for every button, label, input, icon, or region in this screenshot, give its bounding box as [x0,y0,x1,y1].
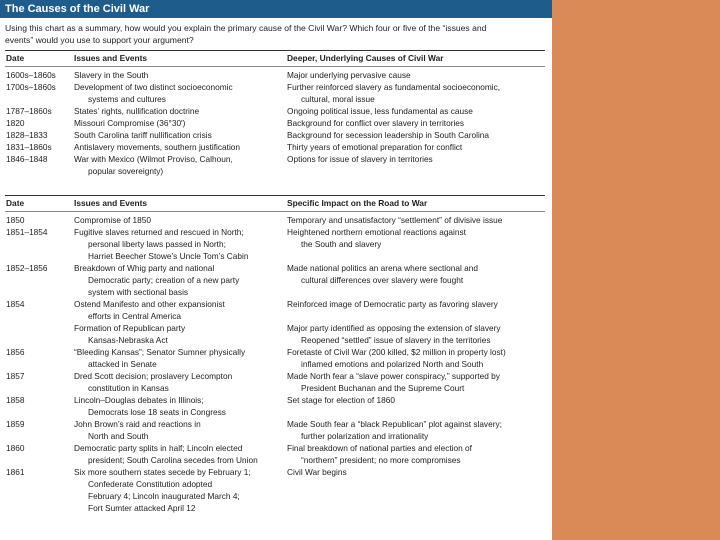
table-cell-issue [74,262,286,298]
cell-line: “northern” president; no more compromises [301,455,461,465]
table-cell-issue [74,394,286,418]
cell-line: 1600s–1860s [6,70,56,80]
table-cell-cause [287,298,549,310]
cell-line: Fort Sumter attacked April 12 [88,503,196,513]
table-cell-issue [74,298,286,322]
cell-line: systems and cultures [88,94,166,104]
table-cell-cause [287,153,549,165]
table-cell-cause [287,226,549,250]
cell-line: president; South Carolina secedes from Union [88,455,258,465]
cell-line: “Bleeding Kansas”; Senator Sumner physically [74,347,246,357]
intro-line: events” would you use to support your argument? [5,35,194,45]
table-cell-cause [287,442,549,466]
column-header: Issues and Events [74,198,148,208]
cell-line: constitution in Kansas [88,383,169,393]
table-cell-issue [74,141,286,153]
table-cell-cause [287,214,549,226]
cell-line: North and South [88,431,149,441]
table-cell-date [6,81,68,93]
intro-question [5,22,545,46]
column-header: Issues and Events [74,53,148,63]
cell-line: Set stage for election of 1860 [287,395,395,405]
table-cell-date [6,117,68,129]
cell-line: Reinforced image of Democratic party as favoring slavery [287,299,498,309]
cell-line: Final breakdown of national parties and election of [287,443,472,453]
cell-line: Formation of Republican party [74,323,186,333]
table-cell-date [6,346,68,358]
intro-line: Using this chart as a summary, how would you explain the primary cause of the Civil War? Which four or five of the “issues and [5,23,487,33]
table-cell-issue [74,226,286,262]
cell-line: Slavery in the South [74,70,149,80]
table-cell-cause [287,105,549,117]
cell-line: popular sovereignty) [88,166,164,176]
column-header: Deeper, Underlying Causes of Civil War [287,53,444,63]
table-cell-issue [74,105,286,117]
table-cell-cause [287,69,549,81]
table-cell-cause [287,141,549,153]
table-cell-issue [74,346,286,370]
table-cell-issue [74,442,286,466]
cell-line: Thirty years of emotional preparation for conflict [287,142,463,152]
cell-line: Dred Scott decision; proslavery Lecompton [74,371,233,381]
table-cell-date [6,214,68,226]
cell-line: Further reinforced slavery as fundamental socioeconomic, [287,82,501,92]
table-cell-cause [287,81,549,105]
table-cell-cause [287,418,549,442]
table-cell-issue [74,117,286,129]
cell-line: cultural, moral issue [301,94,375,104]
cell-line: Background for conflict over slavery in territories [287,118,465,128]
cell-line: personal liberty laws passed in North; [88,239,226,249]
table-cell-date [6,394,68,406]
cell-line: attacked in Senate [88,359,157,369]
table-cell-date [6,129,68,141]
table-cell-date [6,298,68,310]
table-cell-issue [74,418,286,442]
cell-line: February 4; Lincoln inaugurated March 4; [88,491,240,501]
cell-line: Fugitive slaves returned and rescued in North; [74,227,244,237]
table-cell-date [6,418,68,430]
table-cell-date [6,105,68,117]
cell-line: Made national politics an arena where sectional and [287,263,478,273]
cell-line: Options for issue of slavery in territories [287,154,433,164]
table-cell-cause [287,394,549,406]
cell-line: 1861 [6,467,25,477]
cell-line: 1828–1833 [6,130,48,140]
cell-line: the South and slavery [301,239,382,249]
table-cell-issue [74,129,286,141]
cell-line: further polarization and irrationality [301,431,429,441]
table-cell-cause [287,346,549,370]
table-cell-issue [74,322,286,346]
cell-line: efforts in Central America [88,311,181,321]
cell-line: Temporary and unsatisfactory “settlement” of divisive issue [287,215,503,225]
column-header: Date [6,53,25,63]
cell-line: Ostend Manifesto and other expansionist [74,299,225,309]
table-cell-date [6,141,68,153]
cell-line: John Brown’s raid and reactions in [74,419,201,429]
table-cell-date [6,226,68,238]
table-cell-cause [287,117,549,129]
cell-line: 1700s–1860s [6,82,56,92]
table-cell-date [6,370,68,382]
cell-line: Ongoing political issue, less fundamental as cause [287,106,473,116]
cell-line: 1850 [6,215,25,225]
table-cell-date [6,69,68,81]
cell-line: Six more southern states secede by February 1; [74,467,251,477]
cell-line: Democratic party splits in half; Lincoln elected [74,443,243,453]
cell-line: States’ rights, nullification doctrine [74,106,200,116]
cell-line: 1852–1856 [6,263,48,273]
cell-line: 1857 [6,371,25,381]
cell-line: Breakdown of Whig party and national [74,263,215,273]
cell-line: Background for secession leadership in South Carolina [287,130,490,140]
cell-line: Civil War begins [287,467,347,477]
table-cell-cause [287,129,549,141]
cell-line: Compromise of 1850 [74,215,152,225]
cell-line: system with sectional basis [88,287,189,297]
cell-line: South Carolina tariff nullification crisis [74,130,212,140]
cell-line: Democrats lose 18 seats in Congress [88,407,226,417]
cell-line: 1831–1860s [6,142,52,152]
cell-line: 1820 [6,118,25,128]
table-cell-cause [287,262,549,286]
chart-title: The Causes of the Civil War [0,0,552,18]
cell-line: Heightened northern emotional reactions against [287,227,466,237]
cell-line: Made North fear a “slave power conspiracy,” supported by [287,371,500,381]
cell-line: Reopened “settled” issue of slavery in the territories [301,335,491,345]
table-cell-cause [287,466,549,478]
table-cell-issue [74,370,286,394]
table-rule [5,211,545,212]
cell-line: Development of two distinct socioeconomic [74,82,233,92]
cell-line: cultural differences over slavery were fought [301,275,464,285]
table-cell-date [6,466,68,478]
table-rule [5,66,545,67]
cell-line: 1858 [6,395,25,405]
table-cell-issue [74,466,286,514]
cell-line: 1854 [6,299,25,309]
table-rule [5,50,545,51]
column-header: Specific Impact on the Road to War [287,198,428,208]
cell-line: Harriet Beecher Stowe’s Uncle Tom’s Cabin [88,251,249,261]
table-cell-date [6,153,68,165]
cell-line: inflamed emotions and polarized North and South [301,359,484,369]
table-cell-issue [74,214,286,226]
column-header: Date [6,198,25,208]
cell-line: Antislavery movements, southern justification [74,142,241,152]
cell-line: Foretaste of Civil War (200 killed, $2 million in property lost) [287,347,506,357]
cell-line: President Buchanan and the Supreme Court [301,383,465,393]
cell-line: Made South fear a “black Republican” plot against slavery; [287,419,502,429]
cell-line: Democratic party; creation of a new party [88,275,240,285]
cell-line: 1856 [6,347,25,357]
table-cell-issue [74,69,286,81]
cell-line: 1851–1854 [6,227,48,237]
cell-line: Major underlying pervasive cause [287,70,411,80]
table-cell-date [6,262,68,274]
cell-line: Confederate Constitution adopted [88,479,213,489]
cell-line: 1860 [6,443,25,453]
cell-line: 1859 [6,419,25,429]
table-cell-date [6,442,68,454]
cell-line: Major party identified as opposing the extension of slavery [287,323,501,333]
table-rule [5,195,545,196]
cell-line: 1787–1860s [6,106,52,116]
table-cell-issue [74,81,286,105]
table-cell-cause [287,322,549,346]
cell-line: 1846–1848 [6,154,48,164]
cell-line: Lincoln–Douglas debates in Illinois; [74,395,204,405]
cell-line: Missouri Compromise (36°30′) [74,118,186,128]
cell-line: War with Mexico (Wilmot Proviso, Calhoun, [74,154,233,164]
table-cell-cause [287,370,549,394]
table-cell-issue [74,153,286,177]
cell-line: Kansas-Nebraska Act [88,335,168,345]
